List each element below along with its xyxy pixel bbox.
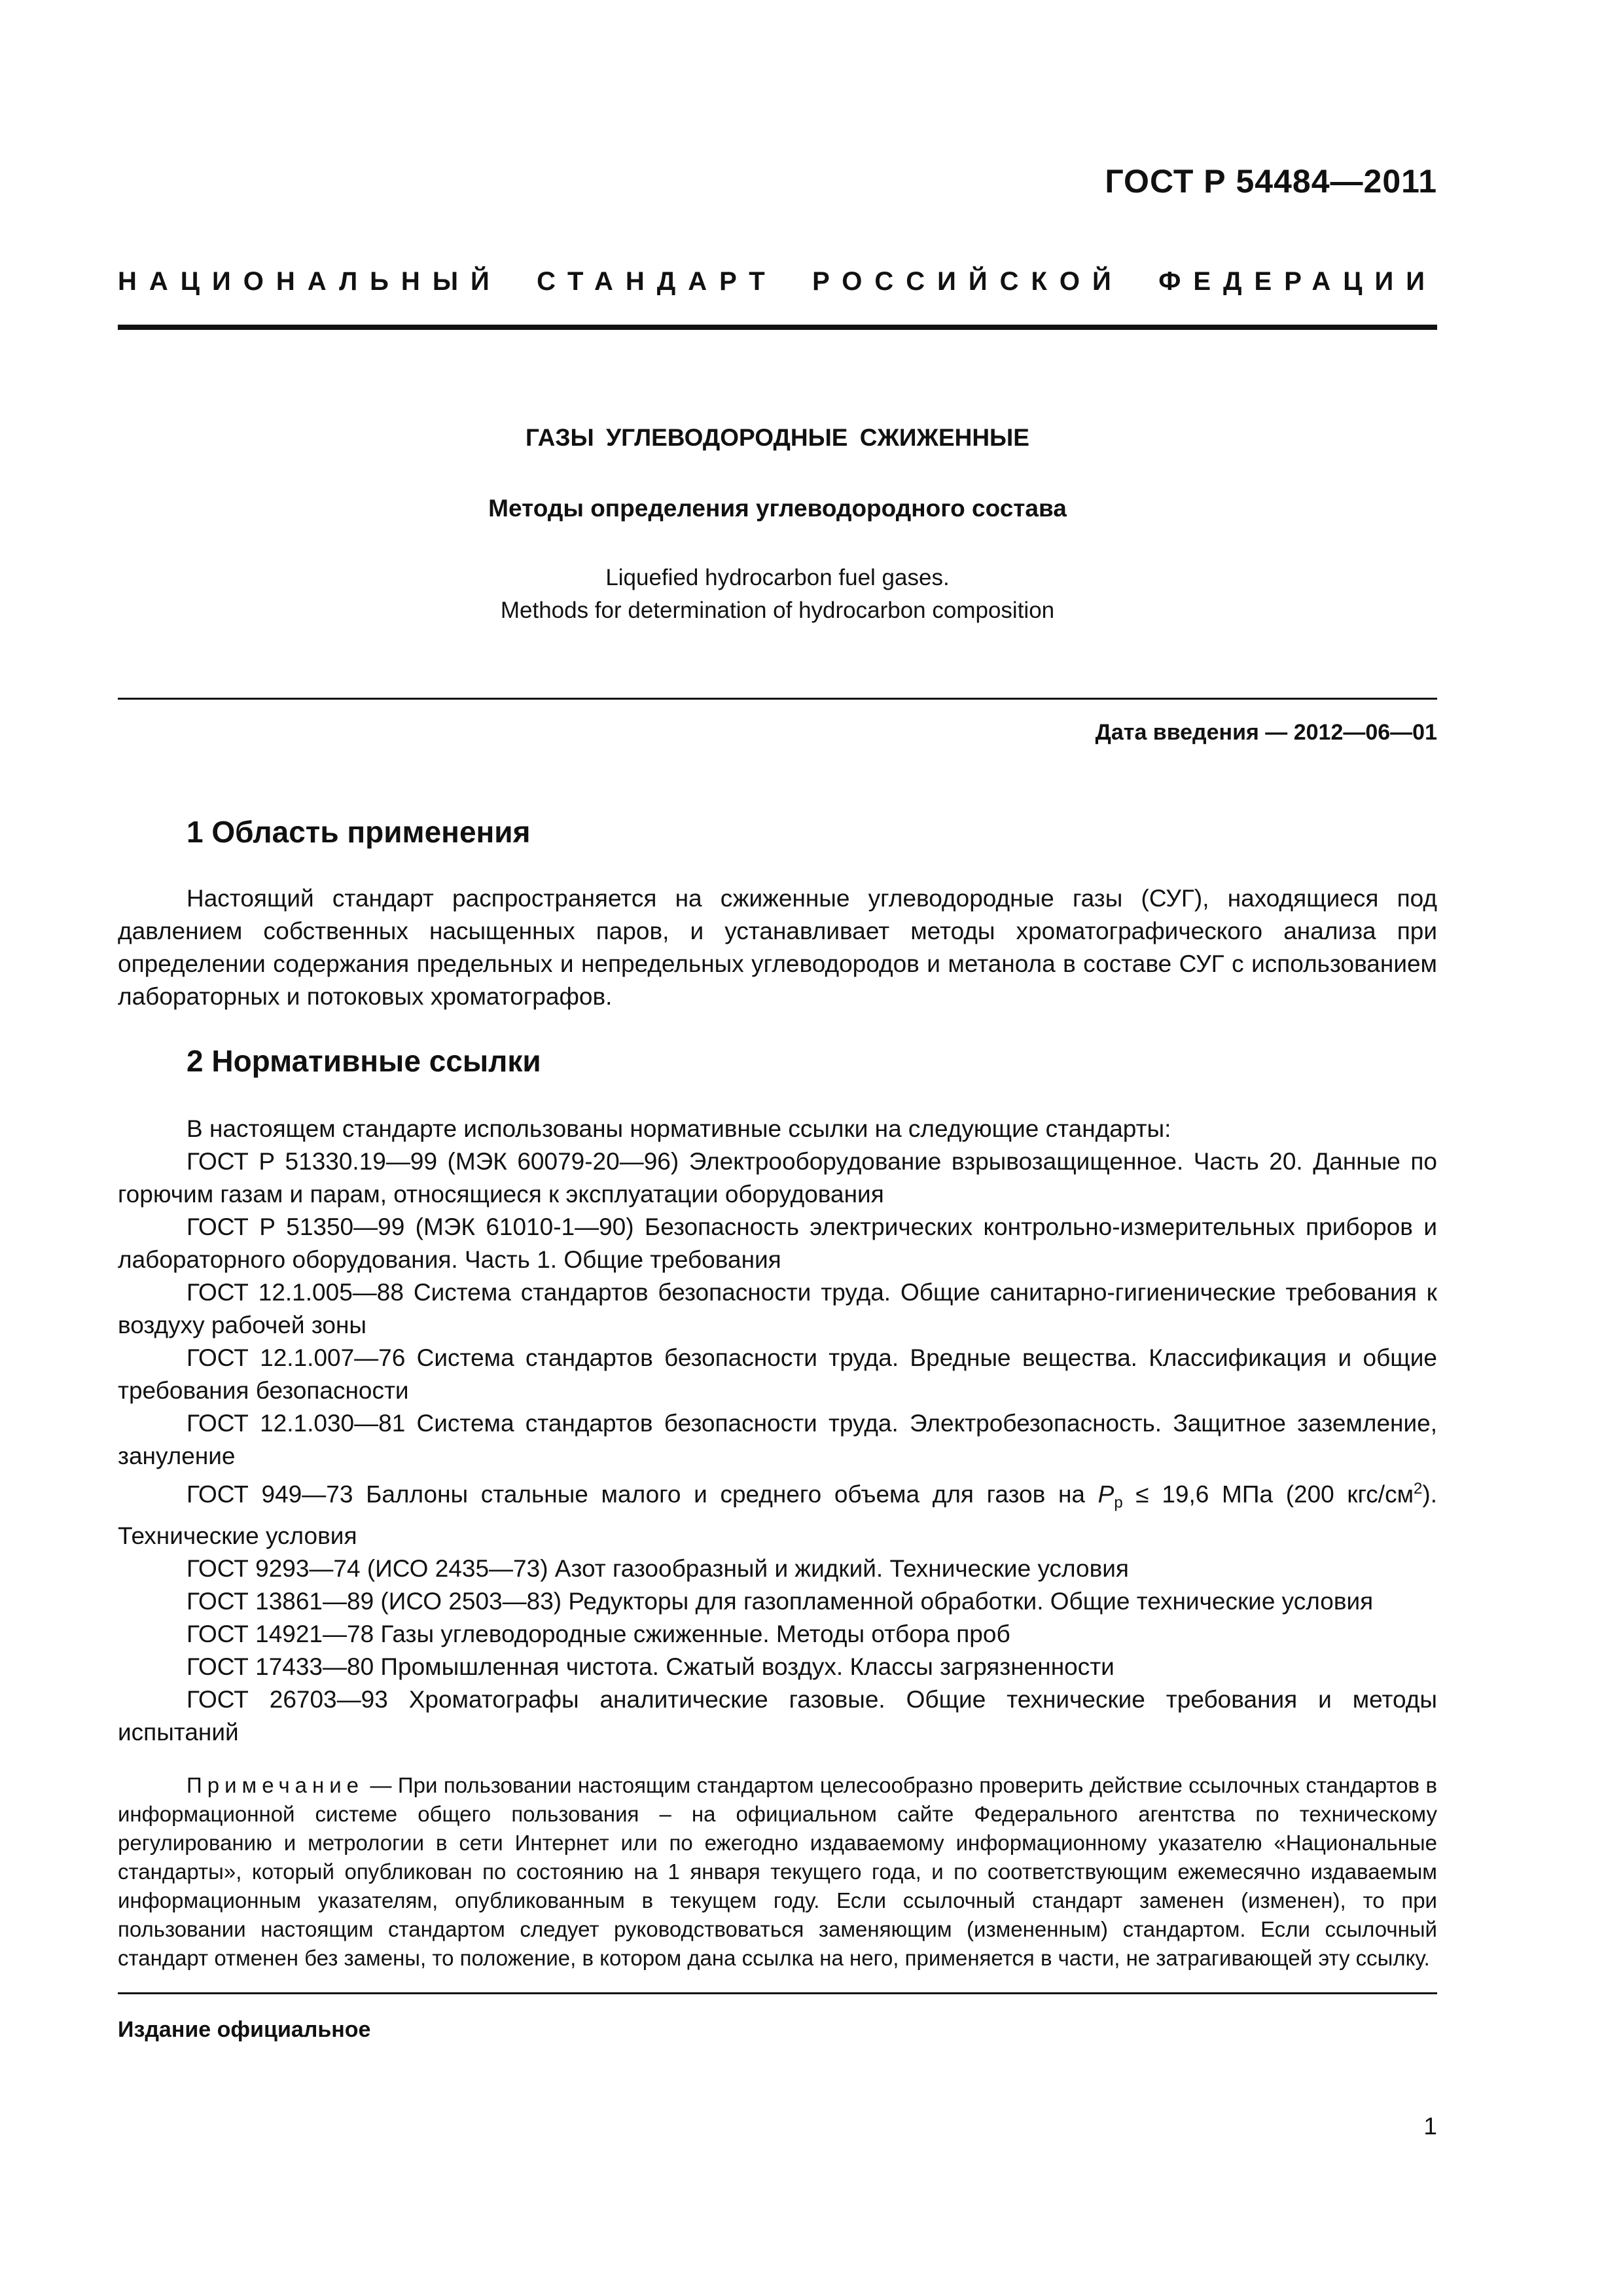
title-divider (118, 698, 1437, 700)
references-list (118, 1113, 1437, 1749)
unit-superscript: 2 (1414, 1480, 1423, 1498)
gost-number: ГОСТ Р 54484—2011 (1105, 163, 1437, 200)
section-2-heading: 2 Нормативные ссылки (187, 1044, 541, 1078)
pressure-subscript: р (1114, 1494, 1123, 1512)
reference-item: ГОСТ Р 51350—99 (МЭК 61010-1—90) Безопасность электрических контрольно-измерительных приборов и лабораторного оборудования. Часть 1. Общие требования (118, 1213, 1437, 1273)
reference-item-gost-949 (118, 1473, 1437, 1552)
official-edition-label: Издание официальное (118, 2017, 371, 2042)
reference-item: ГОСТ 9293—74 (ИСО 2435—73) Азот газообразный и жидкий. Технические условия (187, 1554, 1129, 1582)
section-1-heading: 1 Область применения (187, 815, 531, 849)
document-title: ГАЗЫ УГЛЕВОДОРОДНЫЕ СЖИЖЕННЫЕ (526, 424, 1029, 451)
reference-item: ГОСТ 14921—78 Газы углеводородные сжиженные. Методы отбора проб (187, 1620, 1010, 1647)
english-title-line: Liquefied hydrocarbon fuel gases. (605, 565, 950, 590)
document-subtitle: Методы определения углеводородного состава (488, 495, 1067, 522)
note-block (118, 1771, 1437, 1973)
reference-item: ГОСТ 12.1.005—88 Система стандартов безопасности труда. Общие санитарно-гигиенические требования к воздуху рабочей зоны (118, 1279, 1437, 1338)
banner-word: РОССИЙСКОЙ (812, 267, 1124, 296)
reference-item: ГОСТ 13861—89 (ИСО 2503—83) Редукторы для газопламенной обработки. Общие технические условия (187, 1587, 1374, 1615)
reference-item: ГОСТ 12.1.007—76 Система стандартов безопасности труда. Вредные вещества. Классификация и общие требования безопасности (118, 1344, 1437, 1404)
references-lead: В настоящем стандарте использованы нормативные ссылки на следующие стандарты: (187, 1115, 1171, 1142)
paragraph: Настоящий стандарт распространяется на сжиженные углеводородные газы (СУГ), находящиеся под давлением собственных насыщенных паров, и устанавливает методы хроматографического анализа при определении содержания предельных и непредельных углеводородов и метанола в составе СУГ с использованием лабораторных и потоковых хроматографов. (118, 885, 1437, 1010)
pressure-symbol: P (1097, 1480, 1115, 1508)
english-title (118, 562, 1437, 627)
banner-word: НАЦИОНАЛЬНЫЙ (118, 267, 502, 296)
page-number: 1 (1423, 2113, 1437, 2140)
reference-text: ГОСТ 949—73 Баллоны стальные малого и среднего объема для газов на (187, 1480, 1098, 1508)
banner-word: СТАНДАРТ (537, 267, 777, 296)
note-text: — При пользовании настоящим стандартом целесообразно проверить действие ссылочных стандартов в информационной системе общего пользования – на официальном сайте Федерального агентства по техническому регулированию и метрологии в сети Интернет или по ежегодно издаваемому информационному указателю «Национальные стандарты», который опубликован по состоянию на 1 января текущего года, и по соответствующим ежемесячно издаваемым информационным указателям, опубликованным в текущем году. Если ссылочный стандарт заменен (изменен), то при пользовании настоящим стандартом следует руководствоваться заменяющим (измененным) стандартом. Если ссылочный стандарт отменен без замены, то положение, в котором дана ссылка на него, применяется в части, не затрагивающей эту ссылку. (118, 1773, 1437, 1970)
reference-text: ≤ 19,6 МПа (200 кгс/см (1122, 1480, 1414, 1508)
section-1-body (118, 882, 1437, 1013)
reference-item: ГОСТ 17433—80 Промышленная чистота. Сжатый воздух. Классы загрязненности (187, 1653, 1115, 1680)
footer-divider (118, 1992, 1437, 1994)
document-page (118, 0, 1437, 2296)
reference-text: ). Технические условия (118, 1480, 1437, 1549)
note-label: Примечание (187, 1773, 365, 1797)
introduction-date: Дата введения — 2012—06—01 (1095, 720, 1437, 745)
national-standard-banner (118, 267, 1437, 296)
banner-word: ФЕДЕРАЦИИ (1158, 267, 1437, 296)
header-divider (118, 325, 1437, 330)
english-title-line: Methods for determination of hydrocarbon composition (500, 598, 1055, 623)
reference-item: ГОСТ 12.1.030—81 Система стандартов безопасности труда. Электробезопасность. Защитное заземление, зануление (118, 1410, 1437, 1469)
reference-item: ГОСТ 26703—93 Хроматографы аналитические газовые. Общие технические требования и методы испытаний (118, 1685, 1437, 1746)
note-paragraph (118, 1771, 1437, 1973)
reference-item: ГОСТ Р 51330.19—99 (МЭК 60079-20—96) Электрооборудование взрывозащищенное. Часть 20. Данные по горючим газам и парам, относящиеся к эксплуатации оборудования (118, 1148, 1437, 1208)
